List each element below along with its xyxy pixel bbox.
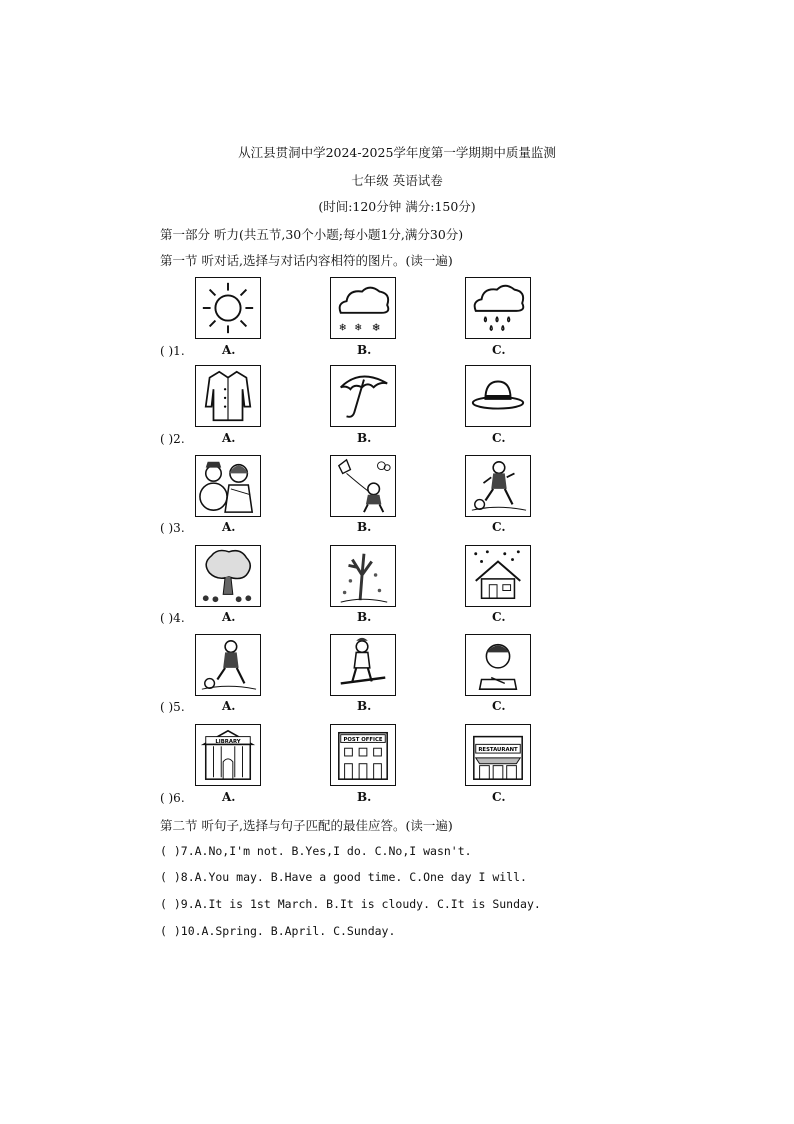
question-9: ( )9.A.It is 1st March. B.It is cloudy. C.It is Sunday. bbox=[160, 897, 541, 911]
question-6-label: ( )6. bbox=[160, 791, 185, 805]
option-4-b: B. bbox=[357, 610, 372, 624]
restaurant-sign: RESTAURANT bbox=[478, 747, 518, 754]
option-6-a: A. bbox=[222, 790, 236, 804]
hat-icon bbox=[465, 365, 531, 427]
library-sign: LIBRARY bbox=[215, 738, 241, 745]
restaurant-icon bbox=[465, 724, 531, 786]
cloud-snow-icon bbox=[330, 277, 396, 339]
question-8: ( )8.A.You may. B.Have a good time. C.One day I will. bbox=[160, 870, 527, 884]
library-icon bbox=[195, 724, 261, 786]
svg-text:❄: ❄ bbox=[338, 322, 347, 334]
option-1-c: C. bbox=[492, 343, 506, 357]
option-4-c: C. bbox=[492, 610, 506, 624]
post-office-icon bbox=[330, 724, 396, 786]
question-3-label: ( )3. bbox=[160, 521, 185, 535]
option-5-a: A. bbox=[222, 699, 236, 713]
option-2-a: A. bbox=[222, 431, 236, 445]
boy-skiing-icon bbox=[330, 634, 396, 696]
option-4-a: A. bbox=[222, 610, 236, 624]
post-office-sign: POST OFFICE bbox=[343, 736, 383, 743]
question-4-label: ( )4. bbox=[160, 611, 185, 625]
option-3-c: C. bbox=[492, 520, 506, 534]
option-3-b: B. bbox=[357, 520, 372, 534]
snowy-house-icon bbox=[465, 545, 531, 607]
section2-heading: 第二节 听句子,选择与句子匹配的最佳应答。(读一遍) bbox=[160, 818, 453, 833]
option-3-a: A. bbox=[222, 520, 236, 534]
section1-heading: 第一节 听对话,选择与对话内容相符的图片。(读一遍) bbox=[160, 253, 453, 268]
coat-icon bbox=[195, 365, 261, 427]
option-6-c: C. bbox=[492, 790, 506, 804]
flowering-tree-icon bbox=[195, 545, 261, 607]
question-1-label: ( )1. bbox=[160, 344, 185, 358]
option-2-b: B. bbox=[357, 431, 372, 445]
question-2-label: ( )2. bbox=[160, 432, 185, 446]
umbrella-icon bbox=[330, 365, 396, 427]
option-1-a: A. bbox=[222, 343, 236, 357]
snowman-girl-icon bbox=[195, 455, 261, 517]
bare-tree-icon bbox=[330, 545, 396, 607]
boy-football-icon bbox=[195, 634, 261, 696]
part1-heading: 第一部分 听力(共五节,30个小题;每小题1分,满分30分) bbox=[160, 227, 464, 242]
option-5-b: B. bbox=[357, 699, 372, 713]
svg-text:❄: ❄ bbox=[371, 321, 381, 335]
option-5-c: C. bbox=[492, 699, 506, 713]
option-1-b: B. bbox=[357, 343, 372, 357]
boy-football-icon bbox=[465, 455, 531, 517]
sun-icon bbox=[195, 277, 261, 339]
question-10: ( )10.A.Spring. B.April. C.Sunday. bbox=[160, 924, 396, 938]
cloud-rain-icon bbox=[465, 277, 531, 339]
exam-timing: (时间:120分钟 满分:150分) bbox=[318, 199, 476, 214]
question-7: ( )7.A.No,I'm not. B.Yes,I do. C.No,I wasn't. bbox=[160, 844, 472, 858]
exam-subtitle: 七年级 英语试卷 bbox=[351, 173, 443, 188]
question-5-label: ( )5. bbox=[160, 700, 185, 714]
exam-title: 从江县贯洞中学2024-2025学年度第一学期期中质量监测 bbox=[238, 145, 556, 160]
option-6-b: B. bbox=[357, 790, 372, 804]
svg-text:❄: ❄ bbox=[354, 322, 363, 334]
option-2-c: C. bbox=[492, 431, 506, 445]
boy-writing-icon bbox=[465, 634, 531, 696]
boy-kite-icon bbox=[330, 455, 396, 517]
